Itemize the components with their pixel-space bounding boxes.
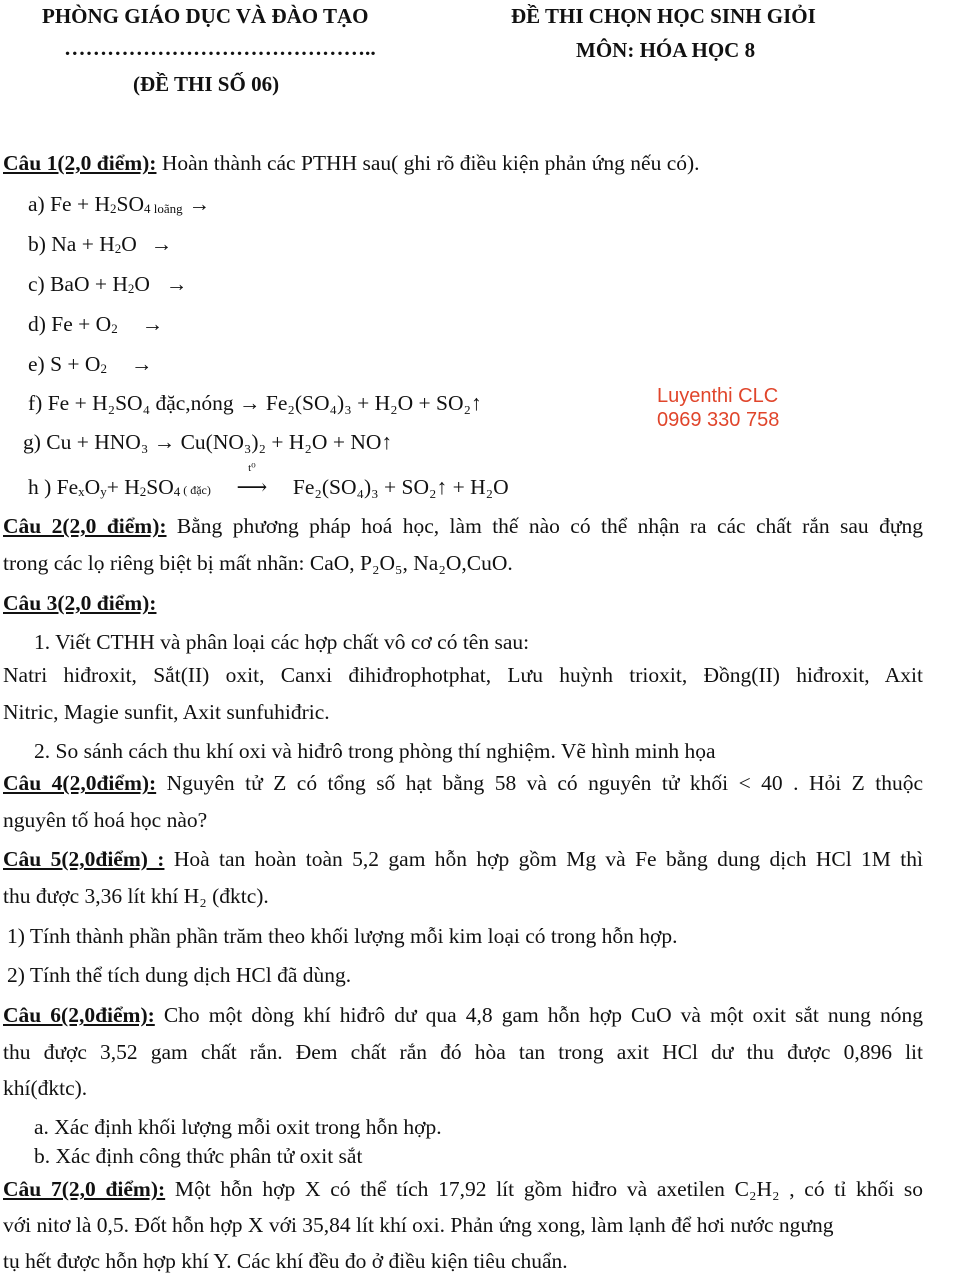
question-7-line-2: với nitơ là 0,5. Đốt hỗn hợp X với 35,84 lít khí oxi. Phản ứng xong, làm lạnh để hơi nước ngưng	[3, 1213, 834, 1237]
arrow-icon: →	[188, 192, 211, 216]
question-3-heading	[3, 591, 923, 616]
question-4-line-1: Câu 4(2,0điểm): Nguyên tử Z có tổng số hạt bằng 58 và có nguyên tử khối < 40 . Hỏi Z thuộc	[3, 771, 923, 795]
arrow-icon: →	[130, 352, 153, 376]
arrow-icon: →	[141, 312, 164, 336]
equation-c: c) BaO + $H_2O$ →	[28, 272, 188, 296]
question-5-label: Câu 5(2,0điểm) :	[3, 847, 165, 871]
question-2-line-1: Câu 2(2,0 điểm): Bằng phương pháp hoá học, làm thế nào có thể nhận ra các chất rắn sau đựng	[3, 514, 923, 538]
header-department: PHÒNG GIÁO DỤC VÀ ĐÀO TẠO	[42, 4, 369, 28]
question-7-line-1: Câu 7(2,0 điểm): Một hỗn hợp X có thể tích 17,92 lít gồm hiđro và axetilen C₂H₂ , có tỉ khối so	[3, 1177, 923, 1201]
question-6-label: Câu 6(2,0điểm):	[3, 1003, 155, 1027]
equation-a: a) $Fe + H_2SO_{4 loãng}$ →	[28, 192, 211, 216]
equation-h: h ) $Fe_xO_y+ H_2SO_4$ ( đặc) t⁰ ⟶ Fe₂(SO₄)₃ + SO₂↑ + H₂O	[28, 462, 509, 499]
question-1-text: Hoàn thành các PTHH sau( ghi rõ điều kiện phản ứng nếu có).	[156, 151, 700, 175]
question-7-line-3: tụ hết được hỗn hợp khí Y. Các khí đều đo ở điều kiện tiêu chuẩn.	[3, 1249, 568, 1273]
question-7-label: Câu 7(2,0 điểm):	[3, 1177, 166, 1201]
equation-b: b) $Na + H_2O$ →	[28, 232, 173, 256]
question-1-label: Câu 1(2,0 điểm):	[3, 151, 157, 175]
header-dotted-line: ……………………………………..	[64, 36, 376, 60]
question-3-item-1: 1. Viết CTHH và phân loại các hợp chất vô cơ có tên sau:	[34, 630, 530, 654]
heat-arrow-icon: t⁰ ⟶	[236, 462, 268, 499]
question-2-label: Câu 2(2,0 điểm):	[3, 514, 167, 538]
arrow-icon: →	[165, 272, 188, 296]
question-1-heading	[3, 151, 923, 176]
question-6-item-b: b. Xác định công thức phân tử oxit sắt	[34, 1144, 363, 1168]
question-6-item-a: a. Xác định khối lượng mỗi oxit trong hỗn hợp.	[34, 1115, 442, 1139]
question-4-label: Câu 4(2,0điểm):	[3, 771, 157, 795]
question-5-line-1: Câu 5(2,0điểm) : Hoà tan hoàn toàn 5,2 gam hỗn hợp gồm Mg và Fe bằng dung dịch HCl 1M thì	[3, 847, 923, 871]
equation-g: g) Cu + HNO₃ → Cu(NO₃)₂ + H₂O + NO↑	[23, 430, 393, 454]
arrow-icon: →	[150, 232, 173, 256]
question-3-line-2: Natri hiđroxit, Sắt(II) oxit, Canxi đihiđrophotphat, Lưu huỳnh trioxit, Đồng(II) hiđroxit, Axit	[3, 663, 923, 687]
question-4-line-2: nguyên tố hoá học nào?	[3, 808, 208, 832]
question-5-item-2: 2) Tính thể tích dung dịch HCl đã dùng.	[7, 963, 352, 987]
equation-d: d) $Fe + O_2$ →	[28, 312, 164, 336]
question-2-line-2: trong các lọ riêng biệt bị mất nhãn: CaO, P₂O₅, Na₂O,CuO.	[3, 551, 513, 575]
question-6-line-2: thu được 3,52 gam chất rắn. Đem chất rắn đó hòa tan trong axit HCl dư thu được 0,896 lit	[3, 1040, 923, 1064]
question-5-item-1: 1) Tính thành phần phần trăm theo khối lượng mỗi kim loại có trong hỗn hợp.	[7, 924, 678, 948]
header-exam-number: (ĐỀ THI SỐ 06)	[133, 72, 280, 96]
question-5-line-2: thu được 3,36 lít khí H₂ (đktc).	[3, 884, 269, 908]
question-6-line-3: khí(đktc).	[3, 1076, 88, 1100]
header-exam-title: ĐỀ THI CHỌN HỌC SINH GIỎI	[511, 4, 816, 28]
equation-f: f) Fe + H₂SO₄ đặc,nóng → Fe₂(SO₄)₃ + H₂O + SO₂↑	[28, 391, 482, 415]
question-6-line-1: Câu 6(2,0điểm): Cho một dòng khí hiđrô dư qua 4,8 gam hỗn hợp CuO và một oxit sắt nung nóng	[3, 1003, 923, 1027]
watermark: Luyenthi CLC 0969 330 758	[657, 385, 780, 431]
equation-e: e) $S + O_2$ →	[28, 352, 153, 376]
header-subject: MÔN: HÓA HỌC 8	[576, 38, 756, 62]
question-3-line-3: Nitric, Magie sunfit, Axit sunfuhiđric.	[3, 700, 330, 724]
question-3-item-2: 2. So sánh cách thu khí oxi và hiđrô trong phòng thí nghiệm. Vẽ hình minh họa	[34, 739, 716, 763]
question-3-label: Câu 3(2,0 điểm):	[3, 591, 157, 615]
